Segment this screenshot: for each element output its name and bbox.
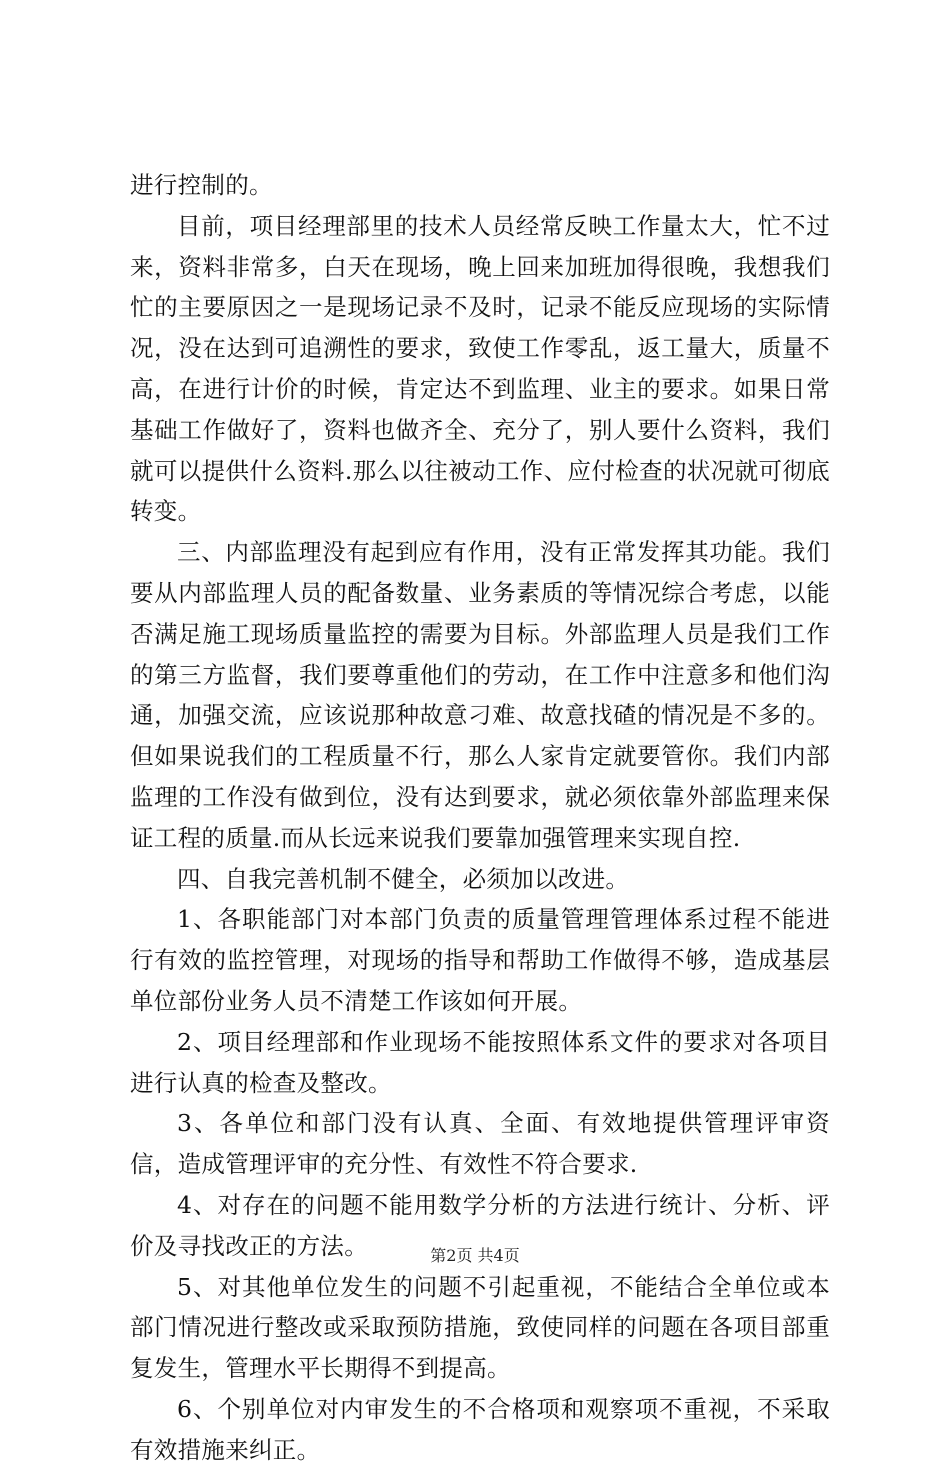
paragraph-section-four-heading: 四、自我完善机制不健全，必须加以改进。 [177,864,630,893]
paragraph-item-6: 6、个别单位对内审发生的不合格项和观察项不重视，不采取有效措施来纠正。 [130,1394,830,1464]
paragraph-workload: 目前，项目经理部里的技术人员经常反映工作量太大，忙不过来，资料非常多，白天在现场，晚上回来加班加得很晚，我想我们忙的主要原因之一是现场记录不及时，记录不能反应现场的实际情况，没在达到可追溯性的要求，致使工作零乱，返工量大，质量不高，在进行计价的时候，肯定达不到监理、业主的要求。如果日常基础工作做好了，资料也做齐全、充分了，别人要什么资料，我们就可以提供什么资料.那么以往被动工作、应付检查的状况就可彻底转变。 [130,211,830,526]
paragraph-continuation: 进行控制的。 [130,171,273,199]
document-body [130,165,830,1471]
paragraph-item-5: 5、对其他单位发生的问题不引起重视，不能结合全单位或本部门情况进行整改或采取预防措施，致使同样的问题在各项目部重复发生，管理水平长期得不到提高。 [130,1272,830,1383]
paragraph-section-three: 三、内部监理没有起到应有作用，没有正常发挥其功能。我们要从内部监理人员的配备数量、业务素质的等情况综合考虑，以能否满足施工现场质量监控的需要为目标。外部监理人员是我们工作的第三方监督，我们要尊重他们的劳动，在工作中注意多和他们沟通，加强交流，应该说那种故意刁难、故意找碴的情况是不多的。但如果说我们的工程质量不行，那么人家肯定就要管你。我们内部监理的工作没有做到位，没有达到要求，就必须依靠外部监理来保证工程的质量.而从长远来说我们要靠加强管理来实现自控. [130,538,830,852]
paragraph-item-1: 1、各职能部门对本部门负责的质量管理管理体系过程不能进行有效的监控管理，对现场的指导和帮助工作做得不够，造成基层单位部份业务人员不清楚工作该如何开展。 [130,905,830,1015]
page-number-footer: 第2页 共4页 [430,1246,520,1265]
paragraph-item-3: 3、各单位和部门没有认真、全面、有效地提供管理评审资信，造成管理评审的充分性、有效性不符合要求. [130,1109,830,1179]
paragraph-item-4: 4、对存在的问题不能用数学分析的方法进行统计、分析、评价及寻找改正的方法。 [130,1190,830,1260]
paragraph-item-2: 2、项目经理部和作业现场不能按照体系文件的要求对各项目进行认真的检查及整改。 [130,1027,830,1097]
